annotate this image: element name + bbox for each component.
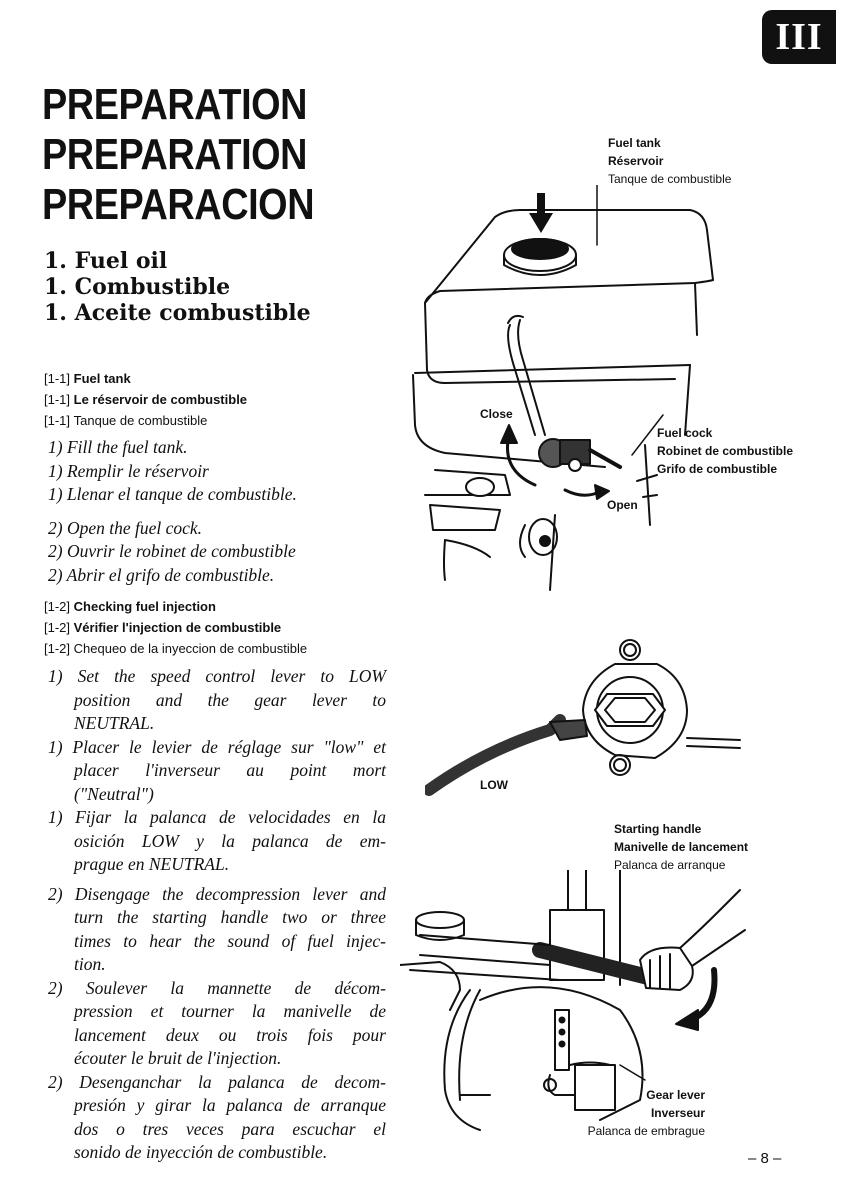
- step-text: 1) Llenar el tanque de combustible.: [48, 484, 297, 504]
- step-text: dos o tres veces para escuchar el: [74, 1118, 386, 1139]
- step-text: pression et tourner la manivelle de: [74, 1001, 386, 1021]
- step-text: écouter le bruit de l'injection.: [74, 1048, 282, 1068]
- step-text: sonido de inyección de combustible.: [74, 1142, 328, 1162]
- label-low: LOW: [480, 778, 508, 792]
- step-text: prague en NEUTRAL.: [74, 854, 230, 874]
- step-text: times to hear the sound of fuel injec-: [74, 930, 386, 951]
- page-title: [42, 80, 358, 230]
- step-text: NEUTRAL.: [74, 713, 155, 733]
- label-open: Open: [607, 498, 638, 512]
- step-text: 2) Soulever la mannette de décom-: [48, 977, 386, 998]
- title-es: PREPARACION: [42, 180, 315, 229]
- step-text: 1) Remplir le réservoir: [48, 460, 209, 481]
- section-es: 1. Aceite combustible: [44, 300, 311, 326]
- step-text: tion.: [74, 954, 106, 974]
- step-text: 1) Placer le levier de réglage sur "low" et: [48, 736, 386, 757]
- label-fuel-tank: Fuel tank Réservoir Tanque de combustible: [608, 136, 732, 186]
- step-text: 1) Fill the fuel tank.: [48, 437, 188, 457]
- step-text: 2) Open the fuel cock.: [48, 517, 203, 538]
- page-number: – 8 –: [748, 1150, 782, 1167]
- subsection-1-1-steps: [48, 436, 297, 587]
- section-heading: [44, 248, 311, 326]
- label-gear-lever: Gear lever Inverseur Palanca de embrague: [587, 1088, 705, 1138]
- section-fr: 1. Combustible: [44, 274, 231, 300]
- step-text: osición LOW y la palanca de em-: [74, 830, 386, 851]
- subsection-1-2-steps: [48, 665, 386, 1165]
- title-en: PREPARATION: [42, 80, 308, 129]
- step-text: placer l'inverseur au point mort: [74, 760, 386, 780]
- step-text: 2) Desenganchar la palanca de decom-: [48, 1071, 386, 1092]
- subsection-1-1-heading: [1-1] Fuel tank [1-1] Le réservoir de combustible [1-1] Tanque de combustible: [44, 371, 248, 428]
- step-text: ("Neutral"): [74, 783, 154, 804]
- subsection-1-2-heading: [1-2] Checking fuel injection [1-2] Vérifier l'injection de combustible [1-2] Chequeo de la inyeccion de combustible: [44, 599, 308, 656]
- step-text: 1) Fijar la palanca de velocidades en la: [48, 807, 386, 827]
- chapter-tab: III: [762, 10, 836, 64]
- step-text: 2) Ouvrir le robinet de combustible: [48, 541, 296, 561]
- speed-lever-illustration: [425, 630, 745, 810]
- step-text: 2) Abrir el grifo de combustible.: [48, 564, 275, 585]
- fuel-tank-illustration: [405, 185, 725, 600]
- label-close: Close: [480, 407, 513, 421]
- section-en: 1. Fuel oil: [44, 248, 168, 274]
- step-text: 2) Disengage the decompression lever and: [48, 883, 386, 904]
- step-text: 1) Set the speed control lever to LOW: [48, 666, 386, 686]
- step-text: position and the gear lever to: [74, 689, 386, 710]
- step-text: presión y girar la palanca de arranque: [74, 1095, 386, 1115]
- label-starting-handle: Starting handle Manivelle de lancement Palanca de arranque: [614, 822, 749, 872]
- label-fuel-cock: Fuel cock Robinet de combustible Grifo de combustible: [657, 426, 794, 476]
- step-text: lancement deux ou trois fois pour: [74, 1024, 386, 1045]
- step-text: turn the starting handle two or three: [74, 907, 386, 927]
- title-fr: PREPARATION: [42, 130, 308, 179]
